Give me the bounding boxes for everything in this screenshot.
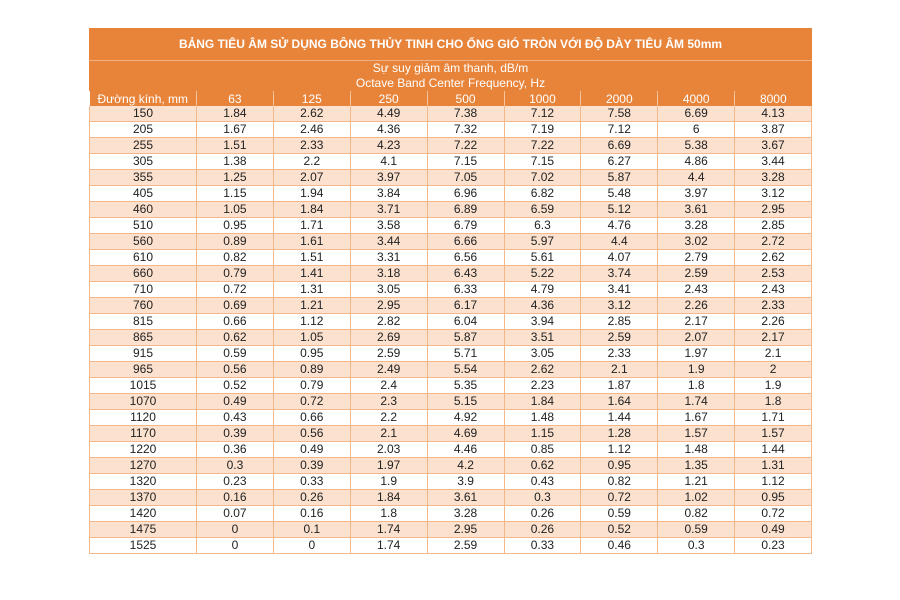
table-row (90, 138, 812, 154)
attenuation-cell: 5.87 (581, 170, 658, 186)
attenuation-cell: 2.1 (735, 346, 812, 362)
attenuation-cell: 1.74 (658, 394, 735, 410)
column-header-frequency: 500 (427, 91, 504, 106)
attenuation-cell: 2.59 (581, 330, 658, 346)
attenuation-cell: 2.59 (658, 266, 735, 282)
diameter-cell: 305 (90, 154, 197, 170)
table-row (90, 426, 812, 442)
attenuation-cell: 2.2 (273, 154, 350, 170)
attenuation-cell: 7.32 (427, 122, 504, 138)
attenuation-cell: 4.69 (427, 426, 504, 442)
attenuation-cell: 2.07 (658, 330, 735, 346)
attenuation-cell: 3.31 (350, 250, 427, 266)
attenuation-cell: 1.15 (197, 186, 274, 202)
attenuation-cell: 0.36 (197, 442, 274, 458)
attenuation-cell: 1.84 (197, 106, 274, 122)
attenuation-cell: 0.66 (197, 314, 274, 330)
attenuation-cell: 1.44 (735, 442, 812, 458)
attenuation-cell: 4.36 (504, 298, 581, 314)
attenuation-cell: 1.02 (658, 490, 735, 506)
table-row (90, 538, 812, 554)
attenuation-cell: 1.84 (273, 202, 350, 218)
attenuation-cell: 1.8 (350, 506, 427, 522)
column-header-frequency: 63 (197, 91, 274, 106)
attenuation-cell: 0.23 (735, 538, 812, 554)
table-row (90, 250, 812, 266)
attenuation-cell: 1.35 (658, 458, 735, 474)
attenuation-cell: 1.9 (735, 378, 812, 394)
attenuation-cell: 0.95 (197, 218, 274, 234)
attenuation-cell: 2.72 (735, 234, 812, 250)
attenuation-cell: 0.46 (581, 538, 658, 554)
attenuation-cell: 0.79 (197, 266, 274, 282)
table-row (90, 106, 812, 122)
attenuation-cell: 5.22 (504, 266, 581, 282)
attenuation-cell: 5.15 (427, 394, 504, 410)
attenuation-cell: 2.49 (350, 362, 427, 378)
table-row (90, 458, 812, 474)
attenuation-cell: 6.33 (427, 282, 504, 298)
attenuation-cell: 2.33 (581, 346, 658, 362)
attenuation-cell: 0.26 (273, 490, 350, 506)
attenuation-cell: 1.21 (273, 298, 350, 314)
attenuation-cell: 4.23 (350, 138, 427, 154)
attenuation-cell: 2.26 (735, 314, 812, 330)
attenuation-table-container (89, 28, 812, 554)
attenuation-cell: 7.38 (427, 106, 504, 122)
attenuation-cell: 2.43 (735, 282, 812, 298)
diameter-cell: 865 (90, 330, 197, 346)
attenuation-cell: 2.1 (350, 426, 427, 442)
attenuation-cell: 4.79 (504, 282, 581, 298)
attenuation-cell: 1.71 (273, 218, 350, 234)
column-header-frequency: 125 (273, 91, 350, 106)
attenuation-cell: 3.28 (735, 170, 812, 186)
attenuation-cell: 2.69 (350, 330, 427, 346)
attenuation-cell: 2.95 (427, 522, 504, 538)
attenuation-cell: 2.3 (350, 394, 427, 410)
attenuation-cell: 0 (197, 522, 274, 538)
table-body (90, 106, 812, 554)
attenuation-cell: 0.23 (197, 474, 274, 490)
attenuation-cell: 7.12 (581, 122, 658, 138)
attenuation-cell: 6.17 (427, 298, 504, 314)
attenuation-cell: 2.59 (350, 346, 427, 362)
attenuation-cell: 0.26 (504, 522, 581, 538)
attenuation-cell: 0.39 (197, 426, 274, 442)
attenuation-cell: 5.87 (427, 330, 504, 346)
column-header-frequency: 8000 (735, 91, 812, 106)
attenuation-cell: 1.57 (735, 426, 812, 442)
attenuation-cell: 1.74 (350, 538, 427, 554)
attenuation-cell: 3.41 (581, 282, 658, 298)
table-row (90, 474, 812, 490)
column-header-frequency: 1000 (504, 91, 581, 106)
table-row (90, 266, 812, 282)
attenuation-cell: 6.56 (427, 250, 504, 266)
attenuation-cell: 3.12 (735, 186, 812, 202)
attenuation-cell: 2.85 (581, 314, 658, 330)
diameter-cell: 610 (90, 250, 197, 266)
attenuation-cell: 7.15 (504, 154, 581, 170)
attenuation-cell: 6.3 (504, 218, 581, 234)
attenuation-cell: 6.27 (581, 154, 658, 170)
attenuation-cell: 1.12 (273, 314, 350, 330)
diameter-cell: 1420 (90, 506, 197, 522)
attenuation-cell: 6.59 (504, 202, 581, 218)
table-row (90, 378, 812, 394)
attenuation-cell: 0.3 (504, 490, 581, 506)
attenuation-cell: 3.58 (350, 218, 427, 234)
attenuation-cell: 4.49 (350, 106, 427, 122)
attenuation-cell: 7.58 (581, 106, 658, 122)
attenuation-cell: 7.15 (427, 154, 504, 170)
attenuation-cell: 2.4 (350, 378, 427, 394)
diameter-cell: 1525 (90, 538, 197, 554)
attenuation-cell: 1.48 (504, 410, 581, 426)
diameter-cell: 1475 (90, 522, 197, 538)
attenuation-cell: 0.43 (504, 474, 581, 490)
table-row (90, 218, 812, 234)
attenuation-cell: 0.72 (581, 490, 658, 506)
attenuation-cell: 7.22 (427, 138, 504, 154)
attenuation-cell: 0.89 (197, 234, 274, 250)
attenuation-cell: 6.96 (427, 186, 504, 202)
diameter-cell: 915 (90, 346, 197, 362)
attenuation-cell: 1.97 (350, 458, 427, 474)
table-row (90, 122, 812, 138)
table-row (90, 234, 812, 250)
attenuation-cell: 1.25 (197, 170, 274, 186)
table-row (90, 506, 812, 522)
attenuation-cell: 4.36 (350, 122, 427, 138)
attenuation-cell: 1.15 (504, 426, 581, 442)
attenuation-cell: 1.67 (197, 122, 274, 138)
attenuation-cell: 4.13 (735, 106, 812, 122)
attenuation-cell: 0.52 (197, 378, 274, 394)
attenuation-cell: 0.26 (504, 506, 581, 522)
table-row (90, 362, 812, 378)
diameter-cell: 150 (90, 106, 197, 122)
attenuation-cell: 2.1 (581, 362, 658, 378)
attenuation-cell: 1.71 (735, 410, 812, 426)
attenuation-cell: 1.48 (658, 442, 735, 458)
attenuation-cell: 0.79 (273, 378, 350, 394)
attenuation-cell: 2.17 (735, 330, 812, 346)
attenuation-cell: 5.35 (427, 378, 504, 394)
attenuation-cell: 4.07 (581, 250, 658, 266)
attenuation-cell: 0.16 (197, 490, 274, 506)
attenuation-cell: 3.28 (658, 218, 735, 234)
attenuation-cell: 0.82 (197, 250, 274, 266)
attenuation-cell: 6.69 (581, 138, 658, 154)
attenuation-cell: 3.74 (581, 266, 658, 282)
attenuation-cell: 3.51 (504, 330, 581, 346)
diameter-cell: 1120 (90, 410, 197, 426)
attenuation-cell: 6.82 (504, 186, 581, 202)
attenuation-cell: 1.9 (350, 474, 427, 490)
table-row (90, 522, 812, 538)
attenuation-cell: 0.85 (504, 442, 581, 458)
attenuation-cell: 2 (735, 362, 812, 378)
attenuation-cell: 2.95 (350, 298, 427, 314)
attenuation-cell: 1.64 (581, 394, 658, 410)
table-row (90, 282, 812, 298)
attenuation-cell: 1.21 (658, 474, 735, 490)
attenuation-cell: 0.49 (197, 394, 274, 410)
attenuation-cell: 0.07 (197, 506, 274, 522)
attenuation-cell: 1.61 (273, 234, 350, 250)
diameter-cell: 205 (90, 122, 197, 138)
attenuation-cell: 0.52 (581, 522, 658, 538)
attenuation-cell: 7.19 (504, 122, 581, 138)
attenuation-cell: 5.48 (581, 186, 658, 202)
attenuation-cell: 1.41 (273, 266, 350, 282)
attenuation-cell: 2.82 (350, 314, 427, 330)
attenuation-cell: 0.66 (273, 410, 350, 426)
attenuation-cell: 2.53 (735, 266, 812, 282)
attenuation-cell: 0.95 (581, 458, 658, 474)
column-header-frequency: 4000 (658, 91, 735, 106)
attenuation-cell: 1.44 (581, 410, 658, 426)
attenuation-cell: 7.05 (427, 170, 504, 186)
attenuation-cell: 3.05 (350, 282, 427, 298)
attenuation-cell: 2.17 (658, 314, 735, 330)
attenuation-cell: 1.74 (350, 522, 427, 538)
attenuation-cell: 0.56 (197, 362, 274, 378)
attenuation-cell: 4.4 (581, 234, 658, 250)
attenuation-cell: 6.79 (427, 218, 504, 234)
attenuation-cell: 2.03 (350, 442, 427, 458)
attenuation-cell: 3.9 (427, 474, 504, 490)
attenuation-cell: 4.1 (350, 154, 427, 170)
diameter-cell: 760 (90, 298, 197, 314)
attenuation-cell: 6 (658, 122, 735, 138)
diameter-cell: 710 (90, 282, 197, 298)
attenuation-cell: 0.43 (197, 410, 274, 426)
column-header-frequency: 250 (350, 91, 427, 106)
diameter-cell: 1015 (90, 378, 197, 394)
attenuation-cell: 1.9 (658, 362, 735, 378)
attenuation-cell: 2.23 (504, 378, 581, 394)
attenuation-cell: 6.69 (658, 106, 735, 122)
attenuation-cell: 0.59 (658, 522, 735, 538)
attenuation-cell: 0.72 (197, 282, 274, 298)
attenuation-cell: 3.44 (735, 154, 812, 170)
attenuation-cell: 1.51 (273, 250, 350, 266)
diameter-cell: 965 (90, 362, 197, 378)
column-header-frequency: 2000 (581, 91, 658, 106)
attenuation-cell: 3.02 (658, 234, 735, 250)
attenuation-cell: 3.12 (581, 298, 658, 314)
attenuation-cell: 2.26 (658, 298, 735, 314)
attenuation-cell: 7.02 (504, 170, 581, 186)
attenuation-cell: 0.56 (273, 426, 350, 442)
table-title: BẢNG TIÊU ÂM SỬ DỤNG BÔNG THỦY TINH CHO ỐNG GIÓ TRÒN VỚI ĐỘ DÀY TIÊU ÂM 50mm (89, 28, 812, 61)
diameter-cell: 1220 (90, 442, 197, 458)
attenuation-cell: 0 (197, 538, 274, 554)
attenuation-cell: 2.62 (504, 362, 581, 378)
attenuation-cell: 2.07 (273, 170, 350, 186)
table-row (90, 186, 812, 202)
diameter-cell: 1270 (90, 458, 197, 474)
attenuation-cell: 0.59 (197, 346, 274, 362)
attenuation-cell: 4.46 (427, 442, 504, 458)
attenuation-cell: 1.51 (197, 138, 274, 154)
attenuation-cell: 3.67 (735, 138, 812, 154)
table-row (90, 202, 812, 218)
attenuation-cell: 1.84 (350, 490, 427, 506)
table-header-row (90, 91, 812, 106)
attenuation-cell: 4.4 (658, 170, 735, 186)
table-subtitle-frequency: Octave Band Center Frequency, Hz (89, 76, 812, 91)
attenuation-cell: 5.54 (427, 362, 504, 378)
attenuation-cell: 1.57 (658, 426, 735, 442)
attenuation-cell: 4.86 (658, 154, 735, 170)
attenuation-cell: 1.67 (658, 410, 735, 426)
attenuation-cell: 2.33 (273, 138, 350, 154)
attenuation-cell: 5.61 (504, 250, 581, 266)
attenuation-cell: 2.85 (735, 218, 812, 234)
attenuation-cell: 0.33 (504, 538, 581, 554)
attenuation-cell: 1.28 (581, 426, 658, 442)
attenuation-cell: 2.79 (658, 250, 735, 266)
attenuation-cell: 0.59 (581, 506, 658, 522)
attenuation-cell: 3.94 (504, 314, 581, 330)
attenuation-cell: 2.62 (273, 106, 350, 122)
diameter-cell: 255 (90, 138, 197, 154)
attenuation-cell: 1.31 (735, 458, 812, 474)
attenuation-cell: 3.84 (350, 186, 427, 202)
diameter-cell: 1370 (90, 490, 197, 506)
attenuation-cell: 1.8 (658, 378, 735, 394)
diameter-cell: 1070 (90, 394, 197, 410)
attenuation-cell: 1.05 (197, 202, 274, 218)
attenuation-table (89, 91, 812, 554)
diameter-cell: 1320 (90, 474, 197, 490)
attenuation-cell: 1.31 (273, 282, 350, 298)
attenuation-cell: 1.94 (273, 186, 350, 202)
attenuation-cell: 1.12 (735, 474, 812, 490)
attenuation-cell: 6.89 (427, 202, 504, 218)
table-row (90, 330, 812, 346)
attenuation-cell: 3.05 (504, 346, 581, 362)
attenuation-cell: 2.33 (735, 298, 812, 314)
attenuation-cell: 2.59 (427, 538, 504, 554)
attenuation-cell: 1.12 (581, 442, 658, 458)
table-row (90, 298, 812, 314)
attenuation-cell: 2.2 (350, 410, 427, 426)
attenuation-cell: 0.82 (581, 474, 658, 490)
attenuation-cell: 3.44 (350, 234, 427, 250)
diameter-cell: 355 (90, 170, 197, 186)
attenuation-cell: 4.76 (581, 218, 658, 234)
table-row (90, 490, 812, 506)
attenuation-cell: 0.72 (273, 394, 350, 410)
attenuation-cell: 5.97 (504, 234, 581, 250)
table-row (90, 154, 812, 170)
attenuation-cell: 2.95 (735, 202, 812, 218)
attenuation-cell: 0.72 (735, 506, 812, 522)
attenuation-cell: 1.84 (504, 394, 581, 410)
attenuation-cell: 4.2 (427, 458, 504, 474)
attenuation-cell: 0.3 (197, 458, 274, 474)
attenuation-cell: 0.16 (273, 506, 350, 522)
attenuation-cell: 0.89 (273, 362, 350, 378)
table-row (90, 410, 812, 426)
attenuation-cell: 0.33 (273, 474, 350, 490)
attenuation-cell: 1.8 (735, 394, 812, 410)
table-row (90, 394, 812, 410)
attenuation-cell: 0.39 (273, 458, 350, 474)
attenuation-cell: 3.71 (350, 202, 427, 218)
attenuation-cell: 6.04 (427, 314, 504, 330)
column-header-diameter: Đường kính, mm (90, 91, 197, 106)
attenuation-cell: 3.61 (427, 490, 504, 506)
diameter-cell: 815 (90, 314, 197, 330)
attenuation-cell: 0.49 (735, 522, 812, 538)
attenuation-cell: 1.05 (273, 330, 350, 346)
attenuation-cell: 0.82 (658, 506, 735, 522)
attenuation-cell: 3.28 (427, 506, 504, 522)
diameter-cell: 1170 (90, 426, 197, 442)
attenuation-cell: 1.87 (581, 378, 658, 394)
attenuation-cell: 0.62 (504, 458, 581, 474)
diameter-cell: 510 (90, 218, 197, 234)
attenuation-cell: 0.62 (197, 330, 274, 346)
attenuation-cell: 0.95 (735, 490, 812, 506)
attenuation-cell: 4.92 (427, 410, 504, 426)
attenuation-cell: 6.66 (427, 234, 504, 250)
attenuation-cell: 0.1 (273, 522, 350, 538)
attenuation-cell: 3.97 (658, 186, 735, 202)
diameter-cell: 660 (90, 266, 197, 282)
table-row (90, 442, 812, 458)
diameter-cell: 405 (90, 186, 197, 202)
attenuation-cell: 5.38 (658, 138, 735, 154)
attenuation-cell: 2.62 (735, 250, 812, 266)
diameter-cell: 460 (90, 202, 197, 218)
attenuation-cell: 5.12 (581, 202, 658, 218)
table-row (90, 314, 812, 330)
attenuation-cell: 3.87 (735, 122, 812, 138)
attenuation-cell: 2.43 (658, 282, 735, 298)
attenuation-cell: 6.43 (427, 266, 504, 282)
attenuation-cell: 0.49 (273, 442, 350, 458)
attenuation-cell: 1.97 (658, 346, 735, 362)
attenuation-cell: 0.69 (197, 298, 274, 314)
attenuation-cell: 0.95 (273, 346, 350, 362)
attenuation-cell: 3.18 (350, 266, 427, 282)
attenuation-cell: 7.22 (504, 138, 581, 154)
attenuation-cell: 5.71 (427, 346, 504, 362)
table-subtitle-unit: Sự suy giảm âm thanh, dB/m (89, 61, 812, 76)
table-row (90, 346, 812, 362)
attenuation-cell: 7.12 (504, 106, 581, 122)
attenuation-cell: 3.61 (658, 202, 735, 218)
attenuation-cell: 2.46 (273, 122, 350, 138)
diameter-cell: 560 (90, 234, 197, 250)
attenuation-cell: 3.97 (350, 170, 427, 186)
attenuation-cell: 1.38 (197, 154, 274, 170)
attenuation-cell: 0 (273, 538, 350, 554)
table-row (90, 170, 812, 186)
attenuation-cell: 0.3 (658, 538, 735, 554)
